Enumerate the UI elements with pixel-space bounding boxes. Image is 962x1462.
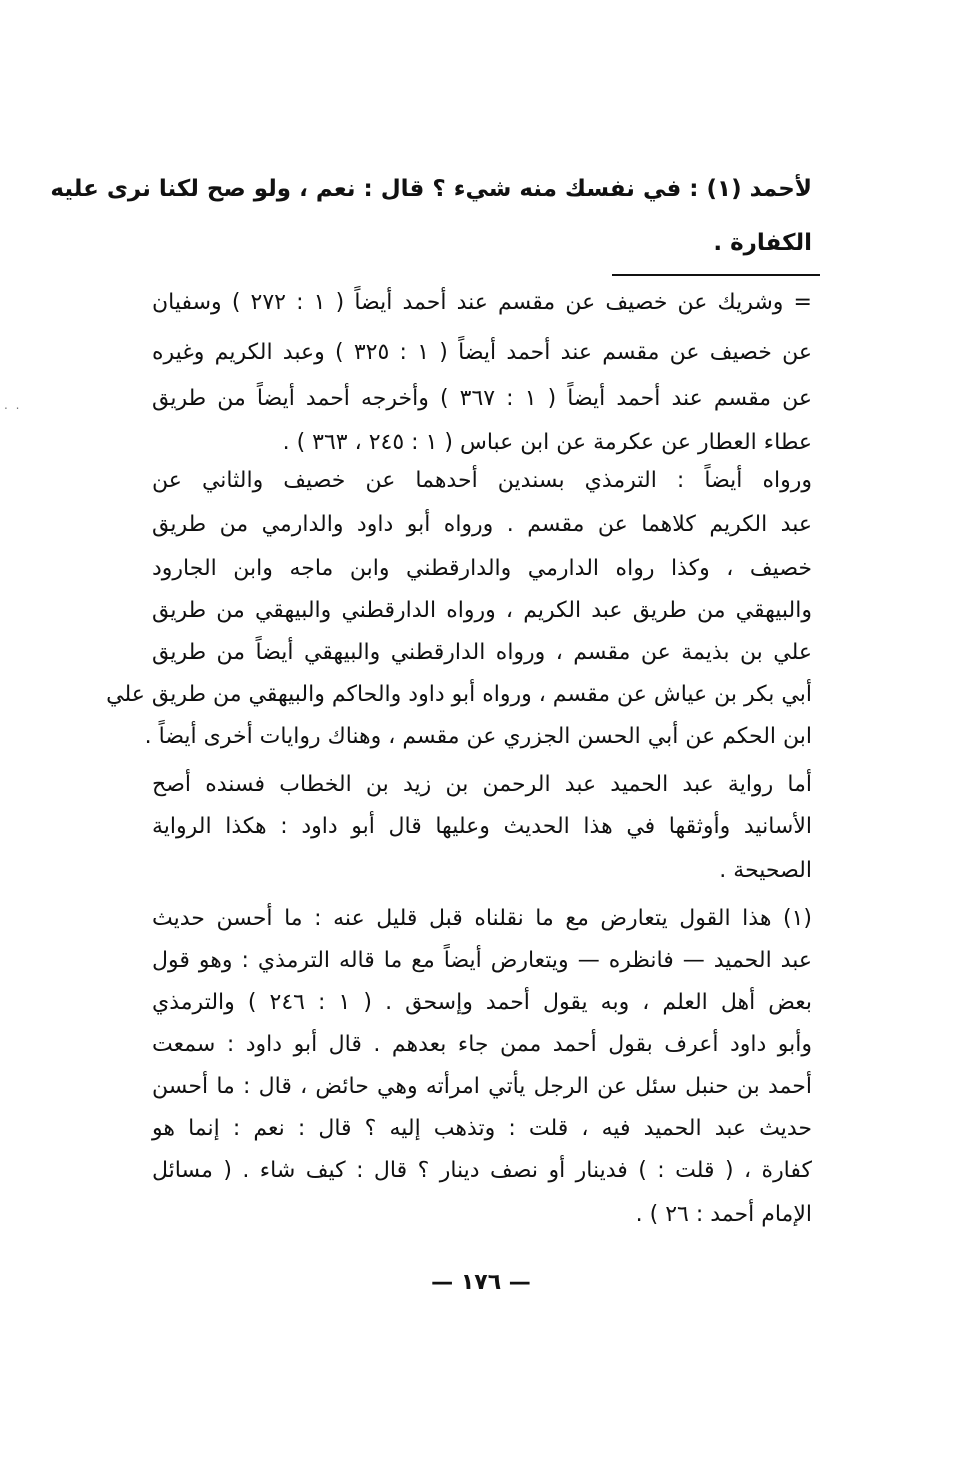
footnote-text-line: علي بن بذيمة عن مقسم ، ورواه الدارقطني والبيهقي أيضاً من طريق — [152, 640, 812, 665]
footnote-1-line: كفارة ، ( قلت : ) فدينار أو نصف دينار ؟ قال : كيف شاء . ( مسائل — [152, 1158, 812, 1183]
footnote-text-line: ابن الحكم عن أبي الحسن الجزري عن مقسم ، وهناك روايات أخرى أيضاً . — [144, 724, 812, 749]
main-text-line: لأحمد (١) : في نفسك منه شيء ؟ قال : نعم ، ولو صح لكنا نرى عليه — [50, 176, 812, 202]
footnote-1-line: حديث عبد الحميد فيه ، قلت : وتذهب إليه ؟ قال : نعم : إنما هو — [152, 1116, 812, 1141]
page-number: — ١٧٦ — — [431, 1270, 531, 1295]
footnote-1-line: الإمام أحمد : ٢٦ ) . — [635, 1202, 812, 1227]
footnote-text-line: عطاء العطار عن عكرمة عن ابن عباس ( ١ : ٢٤٥ ، ٣٦٣ ) . — [282, 430, 812, 455]
footnote-text-line: الأسانيد وأوثقها في هذا الحديث وعليها قال أبو داود : هكذا الرواية — [152, 814, 812, 839]
footnote-text-line: أبي بكر بن عياش عن مقسم ، ورواه أبو داود والحاكم والبيهقي من طريق علي — [106, 682, 812, 707]
footnote-text-line: = وشريك عن خصيف عن مقسم عند أحمد أيضاً ( ١ : ٢٧٢ ) وسفيان — [152, 290, 812, 315]
footnote-1-line: بعض أهل العلم ، وبه يقول أحمد وإسحق . ( ١ : ٢٤٦ ) والترمذي — [152, 990, 812, 1015]
margin-marks: . . — [4, 398, 22, 412]
footnote-1-line: أحمد بن حنبل سئل عن الرجل يأتي امرأته وهي حائض ، قال : ما أحسن — [152, 1074, 812, 1099]
footnote-text-line: ورواه أيضاً : الترمذي بسندين أحدهما عن خصيف والثاني عن — [152, 468, 812, 493]
footnote-1-line: عبد الحميد — فانظره — ويتعارض أيضاً مع ما قاله الترمذي : وهو قول — [152, 948, 812, 973]
footnote-text-line: خصيف ، وكذا رواه الدارمي والدارقطني وابن ماجه وابن الجارود — [152, 556, 812, 581]
footnote-text-line: أما رواية عبد الحميد عبد الرحمن بن زيد بن الخطاب فسنده أصح — [152, 772, 812, 797]
main-text-line: الكفارة . — [713, 230, 812, 256]
footnote-text-line: الصحيحة . — [719, 858, 812, 883]
footnote-separator-rule — [612, 274, 820, 276]
footnote-text-line: عبد الكريم كلاهما عن مقسم . ورواه أبو داود والدارمي من طريق — [152, 512, 812, 537]
footnote-text-line: عن مقسم عند أحمد أيضاً ( ١ : ٣٦٧ ) وأخرجه أحمد أيضاً من طريق — [152, 386, 812, 411]
footnote-text-line: والبيهقي من طريق عبد الكريم ، ورواه الدارقطني والبيهقي من طريق — [152, 598, 812, 623]
footnote-1-line: وأبو داود أعرف بقول أحمد ممن جاء بعدهم . قال أبو داود : سمعت — [152, 1032, 812, 1057]
footnote-1-line: (١) هذا القول يتعارض مع ما نقلناه قبل قليل عنه : ما أحسن حديث — [152, 906, 812, 931]
footnote-text-line: عن خصيف عن مقسم عند أحمد أيضاً ( ١ : ٣٢٥ ) وعبد الكريم وغيره — [152, 340, 812, 365]
